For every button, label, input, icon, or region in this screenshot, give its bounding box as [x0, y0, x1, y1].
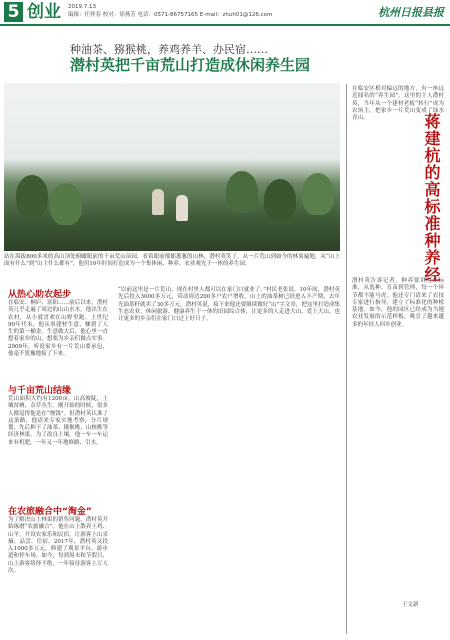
email: E-mail：zhuh01@126.com [199, 12, 273, 18]
section-body: 为了解决山上林果的销售问题，潜村英开始琢磨“农旅融合”。他在山上散养土鸡、山羊，开设农家乐和民宿，让游客上山采摘、品尝、住宿。2017年，潜村英又投入1000多万元，修建了观景平台、游步道和停车场。如今，每到周末和节假日，山上游客络绎不绝，一年接待游客上万人次。 [8, 517, 108, 575]
page-header [0, 0, 450, 26]
tree-shape [264, 179, 296, 221]
sidebar-intro: 在临安区相对偏远的地方，有一座远近闻名的“养生园”。这里的主人潜村英，当年从一个建材老板“转行”成为农场主，把家乡一片荒山变成了绿水青山。 [352, 86, 444, 122]
article-subtitle: 种油茶、猕猴桃，养鸡养羊、办民宿…… [70, 43, 268, 56]
issue-date: 2019.7.13 [68, 4, 96, 10]
header-meta [68, 3, 272, 19]
tree-shape [302, 173, 334, 215]
column-divider [346, 84, 347, 634]
phone: 电话：0571-86757165 [137, 12, 199, 18]
person-figure [176, 195, 188, 221]
section-name: 创业 [27, 2, 61, 22]
tree-shape [16, 175, 48, 217]
section-body: 荒山面积大约有1200亩，山高坡陡，土壤贫瘠，杂草丛生。刚开始的时候，很多人都觉得他是在“烧钱”。但潜村英认准了这条路，他请来专家实地考察，分片规划，先后种下了油茶、猕猴桃、山核桃等经济林果。为了改良土壤，他一车一车运来有机肥，一年又一年地修路、引水。 [8, 396, 108, 446]
newspaper-brand: 杭州日报县报 [378, 6, 444, 19]
photo-caption: 站在海拔800多米的高山顶处俯瞰眼前的千亩荒山苗园，看着眼前郁郁葱葱的山林，潜村英笑了。从一片荒山到如今的林果遍地，从“山上面有什么”到“山上什么都有”，他用10年时间打造成为一个集休闲、种养、农业观光于一体的养生园。 [4, 254, 340, 268]
page-number: 5 [4, 2, 23, 22]
editor: 编辑：任仲春 [68, 12, 102, 18]
article-photo [4, 83, 340, 251]
proofreader: 校对：徐燕芳 [102, 12, 136, 18]
sidebar-body: 潜村英告诉记者，种养要讲究高标准，从选种、育苗到管理，每一个环节都不能马虎。他还专门请来了农技专家进行指导，建立了标准化的种植基地。如今，他的园区已经成为当地农业发展的示范样板，吸引了越来越多的年轻人回乡创业。 [352, 278, 444, 328]
person-figure [152, 189, 164, 215]
section-heading: 与千亩荒山结缘 [8, 386, 72, 396]
author-name: 王文新 [402, 602, 419, 608]
tree-shape [226, 171, 258, 213]
section-heading: 在农旅融合中“淘金” [8, 507, 92, 517]
tree-shape [50, 183, 82, 225]
section-body: 在临安、桐庐、富阳……前后以来，潜村英几乎走遍了周边的山山水水。他出生在农村，从小就喜欢在山野里跑。上世纪90年代末，他从事建材生意，赚到了人生的第一桶金。生意做大后，他心里一直想着家乡的山，想要为乡亲们做点实事。2009年，听说家乡有一片荒山要承包，他毫不犹豫地接了下来。 [8, 300, 108, 358]
sidebar-title: 蒋建杭的高标准种养经 [422, 113, 441, 283]
main-text: “以前这里是一片荒山，现在村里人都可以在家门口就业了。”村民老张说。10年间，潜村英先后投入3000多万元，带动周边200多户农户增收。山上的油茶树已经进入丰产期，去年光油茶籽就卖了30多万元。潜村英说，接下来他还要继续做好“山”字文章，把这里打造成集生态农业、休闲旅游、健康养生于一体的田园综合体，让更多的人走进大山、爱上大山，也让更多的乡亲们在家门口过上好日子。 [118, 287, 340, 323]
section-heading: 从热心助农起步 [8, 290, 72, 300]
article-title: 潜村英把千亩荒山打造成休闲养生园 [70, 56, 311, 74]
sidebar-intro-continued [352, 113, 374, 273]
